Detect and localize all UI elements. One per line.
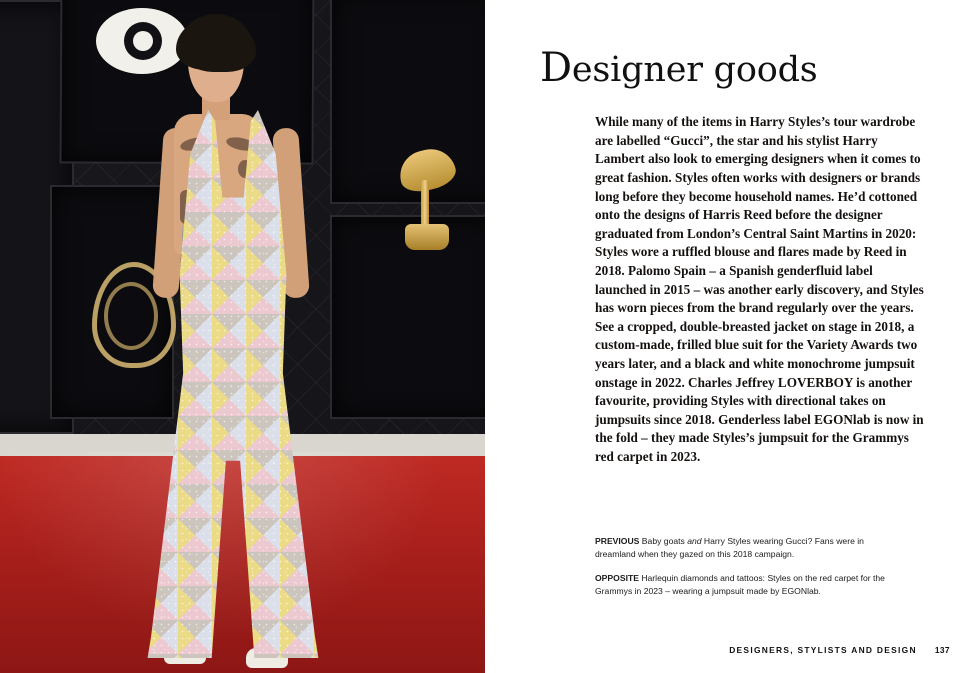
page-title-dropcap: D — [540, 45, 572, 92]
caption-previous — [595, 535, 895, 560]
caption-group — [595, 535, 895, 609]
body-text: While many of the items in Harry Styles’s tour wardrobe are labelled “Gucci”, the star and his stylist Harry Lambert also look to emerging designers when it comes to great fashion. Styles often works with designers or brands long before they become household names. He’d cottoned onto the designs of Harris Reed before the designer graduated from London’s Central Saint Martins in 2020: Styles wore a ruffled blouse and flares made by Reed in 2018. Palomo Spain – a Spanish genderfluid label launched in 2015 – was another early discovery, and Styles has worn pieces from the brand regularly over the years. See a cropped, double-breasted jacket on stage in 2018, a custom-made, frilled blue suit for the Variety Awards two years later, and a black and white monochrome jumpsuit onstage in 2022. Charles Jeffrey LOVERBOY is another favourite, providing Styles with directional takes on jumpsuits since 2018. Genderless label EGONlab is now in the fold – they made Styles’s jumpsuit for the Grammys red carpet in 2023. — [595, 114, 924, 464]
page-footer — [595, 645, 950, 655]
caption-label: OPPOSITE — [595, 573, 639, 584]
caption-text: Baby goats — [639, 536, 688, 546]
caption-opposite — [595, 572, 895, 597]
hair — [180, 14, 252, 66]
caption-label: PREVIOUS — [595, 536, 640, 546]
gramophone-award-icon — [395, 150, 459, 256]
gramophone-arm — [421, 180, 429, 228]
caption-text: Harry Styles wearing Gucci? Fans were in dreamland when they gazed on this 2018 campaign. — [595, 536, 864, 559]
gramophone-base — [405, 224, 449, 250]
right-page-text — [485, 0, 970, 673]
page-number: 137 — [934, 645, 950, 655]
caption-italic: and — [687, 536, 702, 546]
page-title — [540, 45, 818, 91]
page-title-rest: esigner goods — [571, 50, 818, 91]
running-title: DESIGNERS, STYLISTS AND DESIGN — [729, 645, 917, 655]
harry-styles-figure — [128, 10, 338, 673]
caption-text: Harlequin diamonds and tattoos: Styles on the red carpet for the Grammys in 2023 – wearing a jumpsuit made by EGONlab. — [595, 573, 885, 596]
